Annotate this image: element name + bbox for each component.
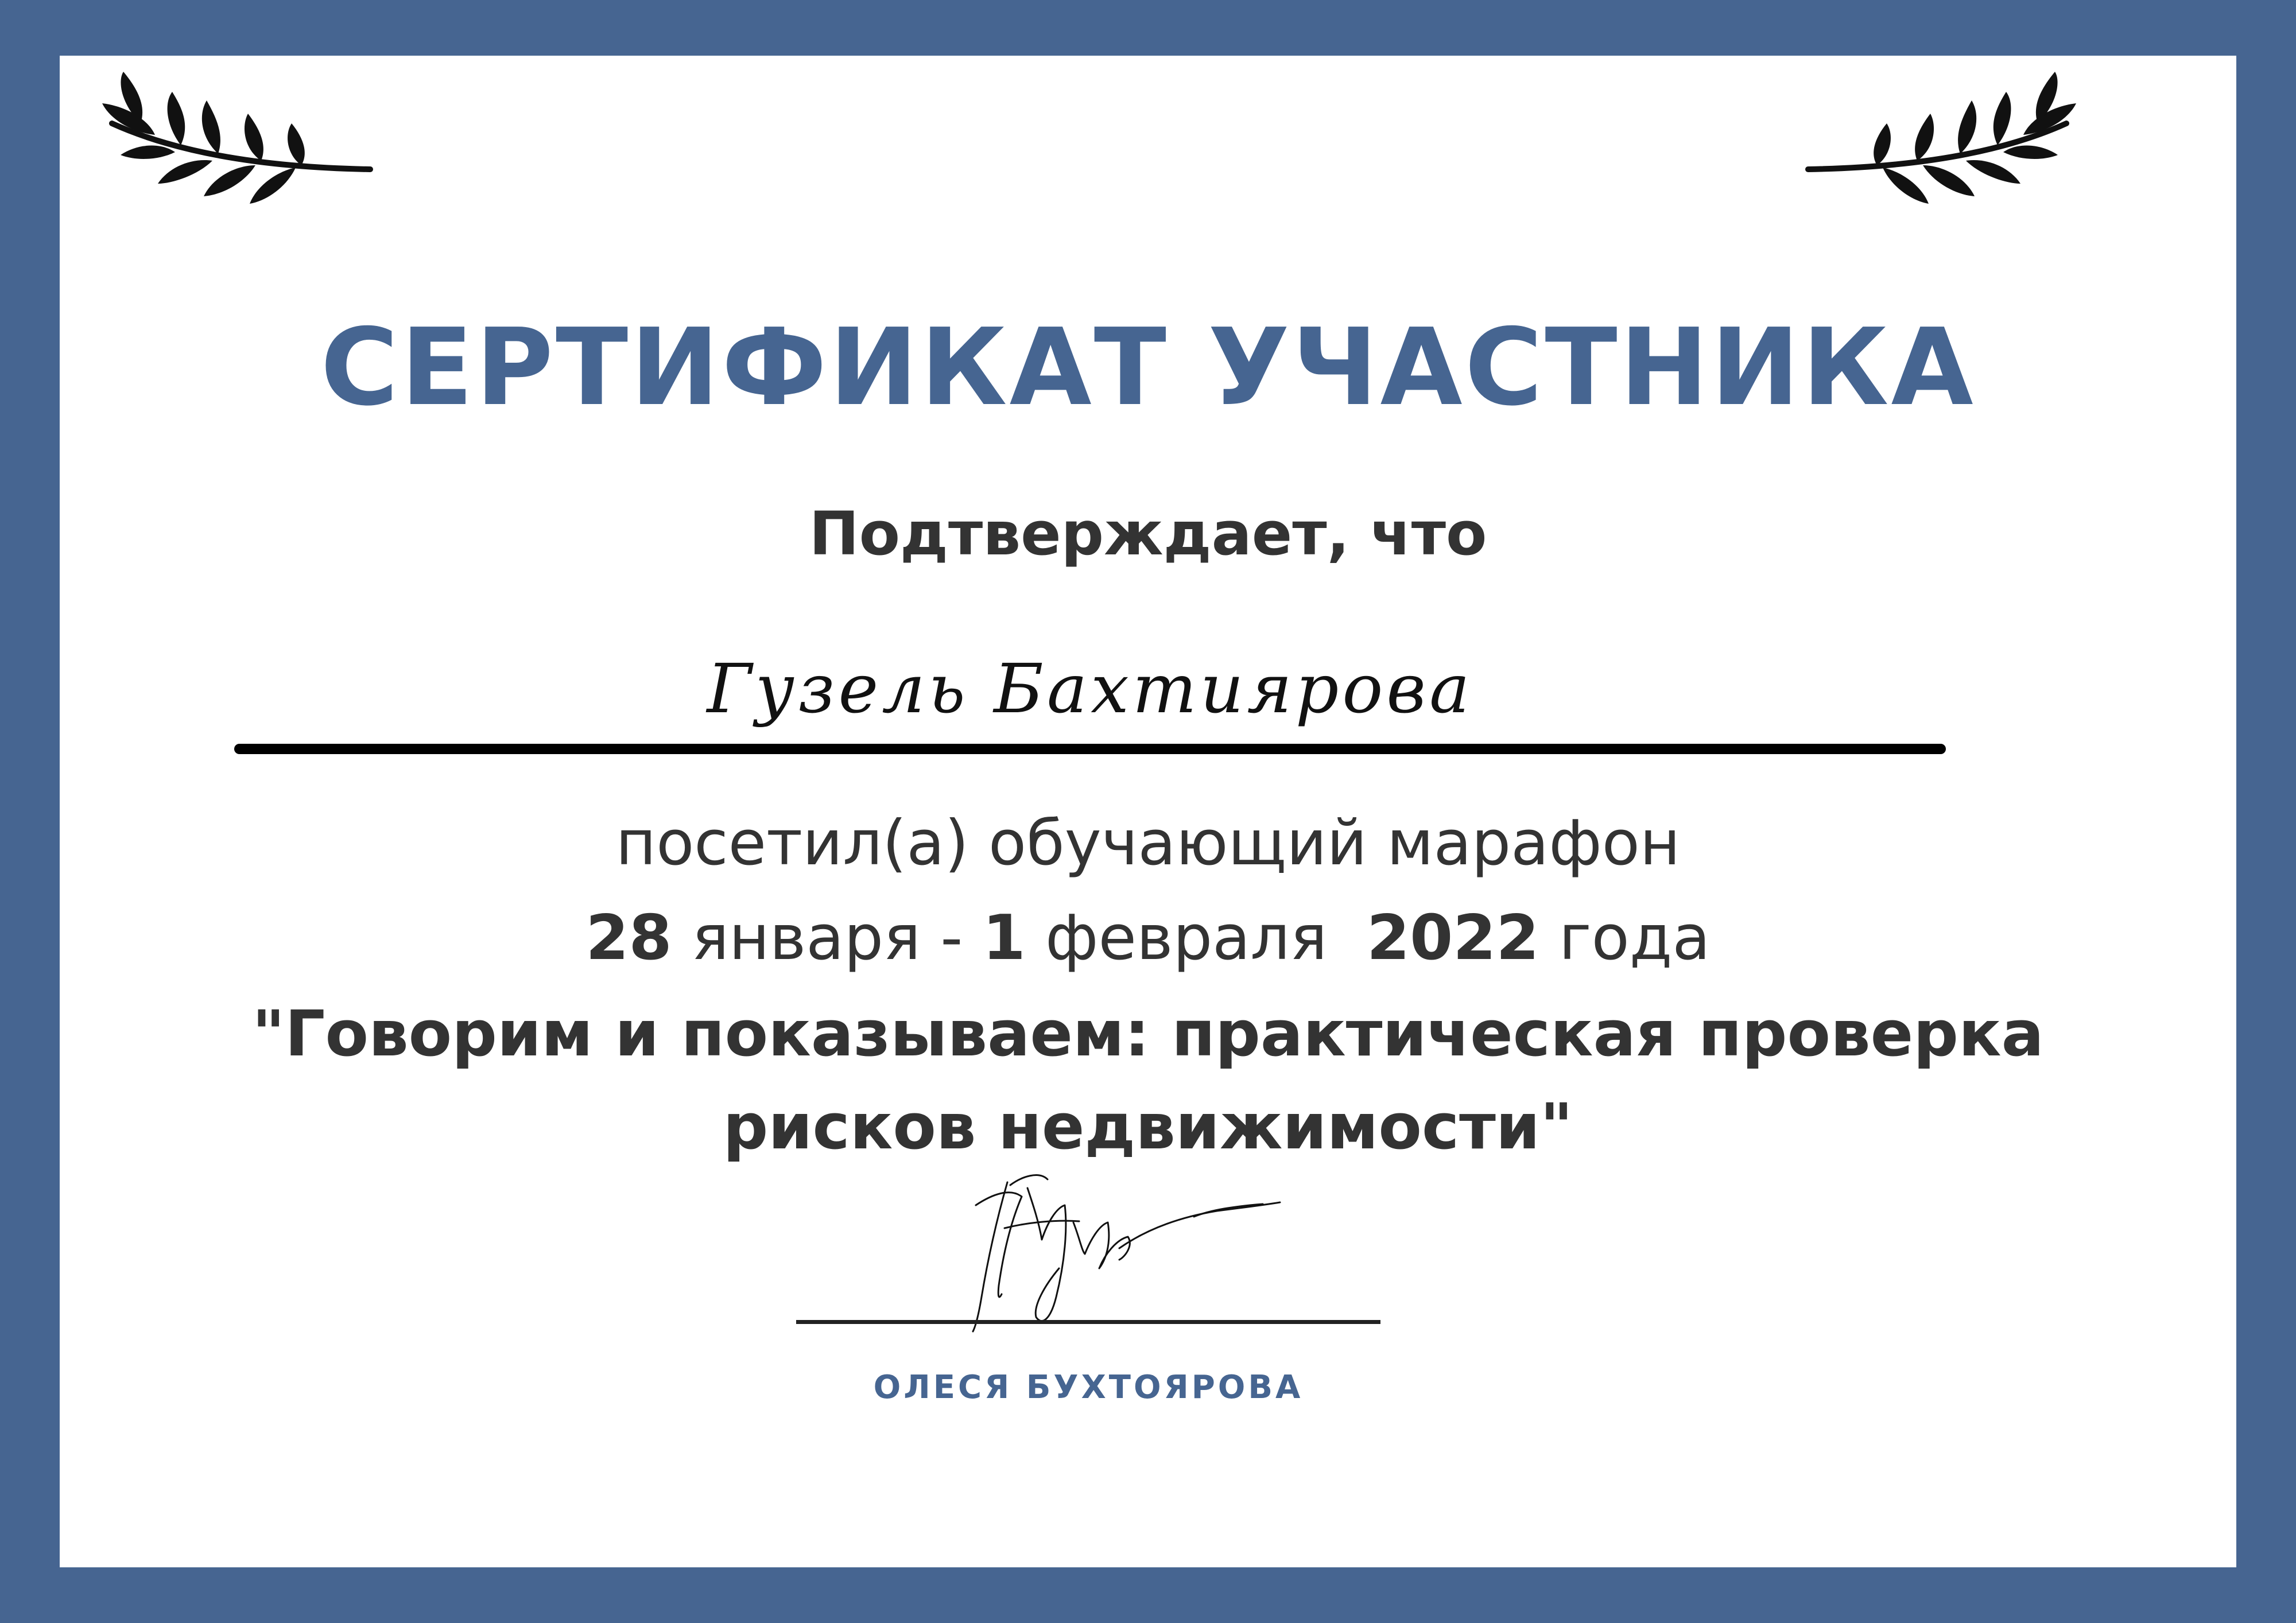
start-day: 28 xyxy=(585,902,672,974)
start-month: января xyxy=(692,902,921,974)
date-separator: - xyxy=(940,902,963,974)
signature-line xyxy=(796,1320,1380,1324)
course-title-line-1: "Говорим и показываем: практическая проверка xyxy=(252,997,2044,1070)
handwritten-signature xyxy=(941,1154,1343,1349)
certificate-title: СЕРТИФИКАТ УЧАСТНИКА xyxy=(320,305,1976,429)
end-day: 1 xyxy=(982,902,1026,974)
certificate-subtitle: Подтверждает, что xyxy=(809,499,1487,569)
course-title-line-2: рисков недвижимости" xyxy=(723,1090,1573,1163)
laurel-branch-icon xyxy=(98,69,379,235)
laurel-branch-icon xyxy=(1799,69,2081,235)
signer-name: ОЛЕСЯ БУХТОЯРОВА xyxy=(873,1369,1304,1406)
event-dates xyxy=(0,895,2296,981)
event-year: 2022 xyxy=(1366,902,1539,974)
year-word: года xyxy=(1558,902,1711,974)
recipient-name: Гузель Бахтиярова xyxy=(707,649,1473,728)
course-title xyxy=(0,987,2296,1173)
recipient-underline xyxy=(234,744,1946,754)
attended-text: посетил(а) обучающий марафон xyxy=(615,807,1681,879)
end-month: февраля xyxy=(1045,902,1328,974)
